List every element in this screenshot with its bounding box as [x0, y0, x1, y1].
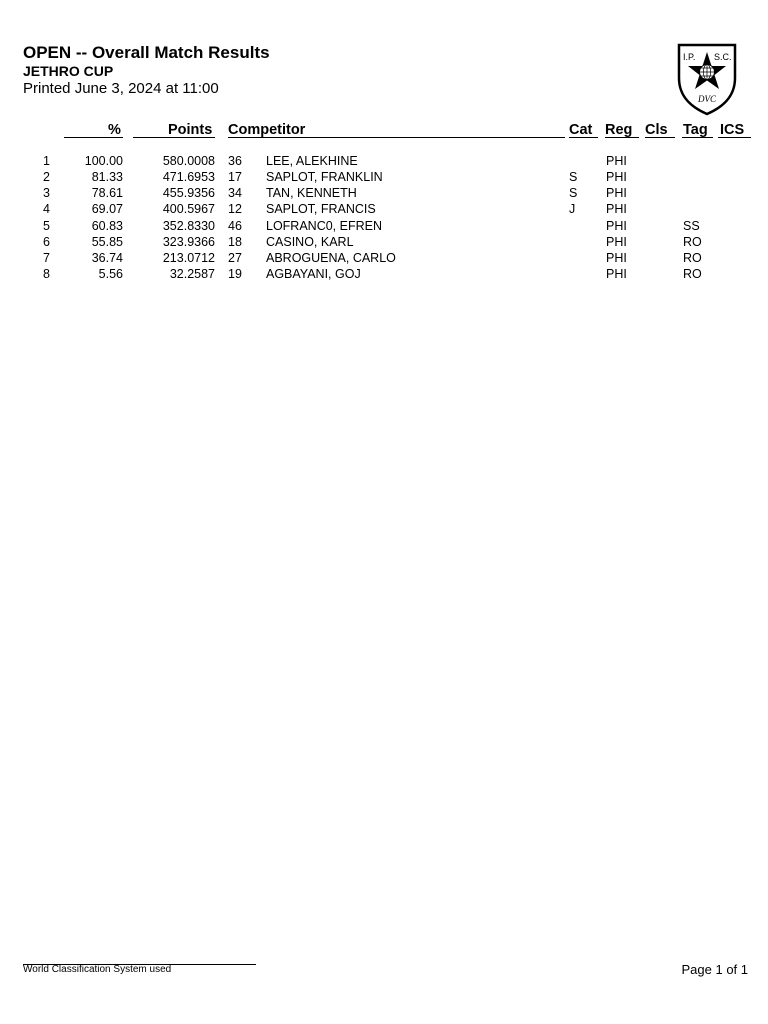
points: 32.2587 — [169, 267, 215, 281]
region: PHI — [606, 186, 627, 200]
competitor-name: SAPLOT, FRANCIS — [266, 202, 376, 216]
competitor-number: 17 — [228, 170, 242, 184]
ipsc-logo-icon — [677, 42, 737, 116]
printed-date: Printed June 3, 2024 at 11:00 — [23, 80, 219, 97]
percent: 81.33 — [91, 170, 123, 184]
region: PHI — [606, 267, 627, 281]
col-header-ics: ICS — [720, 122, 745, 138]
points: 352.8330 — [162, 219, 215, 233]
place: 6 — [43, 235, 50, 249]
region: PHI — [606, 235, 627, 249]
competitor-name: LEE, ALEKHINE — [266, 154, 358, 168]
points: 580.0008 — [162, 154, 215, 168]
col-underline-ics — [718, 137, 751, 138]
competitor-name: ABROGUENA, CARLO — [266, 251, 396, 265]
col-header-percent: % — [108, 122, 121, 138]
competitor-number: 46 — [228, 219, 242, 233]
percent: 69.07 — [91, 202, 123, 216]
percent: 55.85 — [91, 235, 123, 249]
place: 7 — [43, 251, 50, 265]
tag: RO — [683, 251, 702, 265]
tag: RO — [683, 267, 702, 281]
percent: 60.83 — [91, 219, 123, 233]
col-underline-category — [569, 137, 598, 138]
page-number: Page 1 of 1 — [681, 962, 748, 977]
place: 2 — [43, 170, 50, 184]
percent: 5.56 — [98, 267, 123, 281]
table-row — [0, 267, 768, 283]
col-underline-region — [605, 137, 639, 138]
category: S — [569, 186, 578, 200]
category: J — [569, 202, 576, 216]
competitor-number: 27 — [228, 251, 242, 265]
logo-text-left: I.P. — [683, 52, 696, 62]
region: PHI — [606, 170, 627, 184]
region: PHI — [606, 219, 627, 233]
region: PHI — [606, 154, 627, 168]
tag: SS — [683, 219, 700, 233]
competitor-number: 34 — [228, 186, 242, 200]
match-name: JETHRO CUP — [23, 63, 114, 79]
points: 323.9366 — [162, 235, 215, 249]
competitor-name: AGBAYANI, GOJ — [266, 267, 361, 281]
region: PHI — [606, 202, 627, 216]
col-underline-tag — [682, 137, 713, 138]
col-underline-percent — [64, 137, 123, 138]
table-row — [0, 235, 768, 251]
place: 4 — [43, 202, 50, 216]
table-row — [0, 154, 768, 170]
percent: 100.00 — [84, 154, 123, 168]
competitor-number: 12 — [228, 202, 242, 216]
place: 3 — [43, 186, 50, 200]
points: 400.5967 — [162, 202, 215, 216]
percent: 78.61 — [91, 186, 123, 200]
page-title: OPEN -- Overall Match Results — [23, 43, 270, 62]
region: PHI — [606, 251, 627, 265]
table-row — [0, 170, 768, 186]
footer-note: World Classification System used — [23, 964, 172, 975]
col-underline-class — [645, 137, 675, 138]
competitor-number: 18 — [228, 235, 242, 249]
table-row — [0, 219, 768, 235]
col-header-competitor: Competitor — [228, 122, 306, 138]
col-header-points: Points — [168, 122, 213, 138]
place: 8 — [43, 267, 50, 281]
logo-text-right: S.C. — [714, 52, 732, 62]
percent: 36.74 — [91, 251, 123, 265]
competitor-name: SAPLOT, FRANKLIN — [266, 170, 383, 184]
place: 1 — [43, 154, 50, 168]
table-row — [0, 251, 768, 267]
col-header-region: Reg — [605, 122, 633, 138]
competitor-number: 36 — [228, 154, 242, 168]
col-header-tag: Tag — [683, 122, 708, 138]
table-row — [0, 202, 768, 218]
competitor-name: LOFRANC0, EFREN — [266, 219, 382, 233]
tag: RO — [683, 235, 702, 249]
points: 471.6953 — [162, 170, 215, 184]
col-underline-competitor — [228, 137, 565, 138]
col-underline-points — [133, 137, 215, 138]
points: 455.9356 — [162, 186, 215, 200]
points: 213.0712 — [162, 251, 215, 265]
competitor-name: TAN, KENNETH — [266, 186, 357, 200]
category: S — [569, 170, 578, 184]
place: 5 — [43, 219, 50, 233]
col-header-category: Cat — [569, 122, 593, 138]
col-header-class: Cls — [645, 122, 668, 138]
competitor-name: CASINO, KARL — [266, 235, 354, 249]
table-row — [0, 186, 768, 202]
logo-motto: DVC — [698, 94, 716, 104]
competitor-number: 19 — [228, 267, 242, 281]
